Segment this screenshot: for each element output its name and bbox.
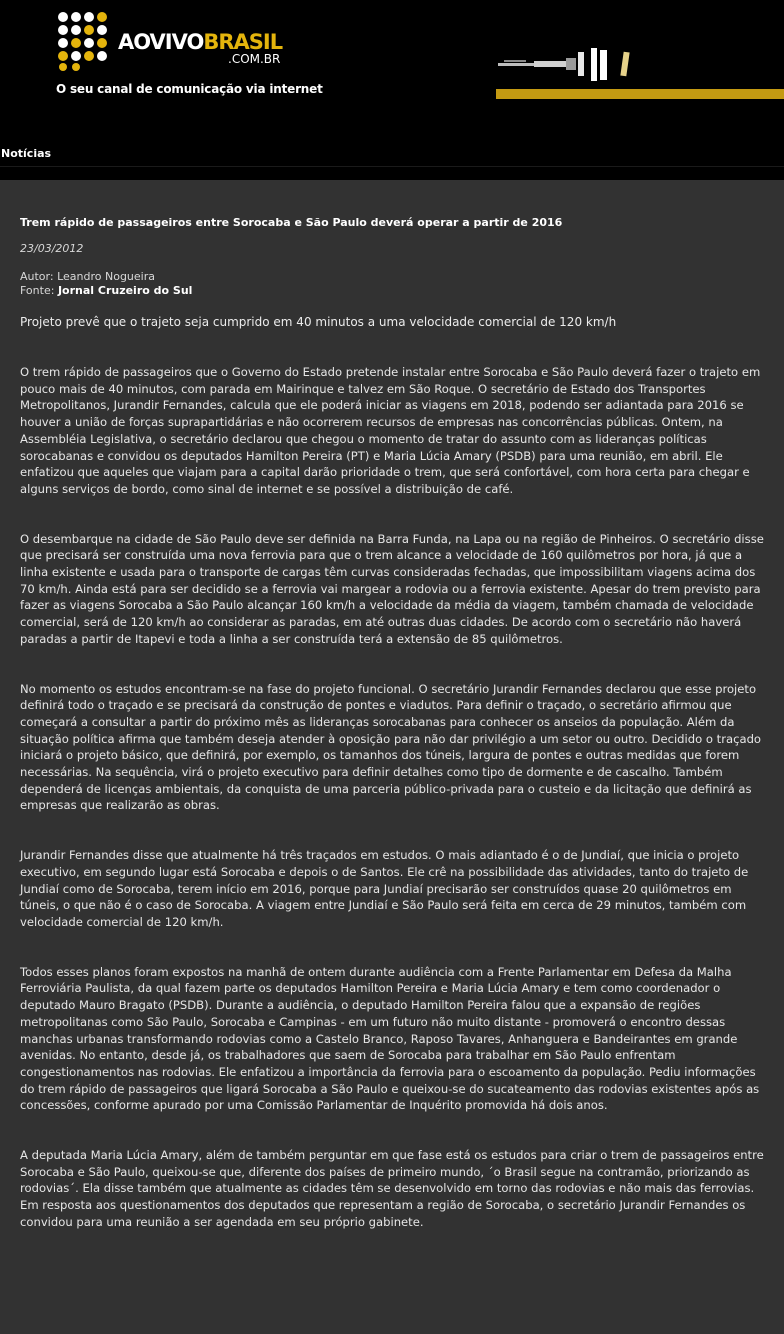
brand-name-part1: AOVIVO: [118, 30, 204, 54]
nav-noticias-link[interactable]: Notícias: [1, 147, 52, 160]
plug-icon: [496, 44, 636, 84]
article-paragraph-5: Todos esses planos foram expostos na manhã de ontem durante audiência com a Frente Parlamentar em Defesa da Malha Ferroviária Paulista, da qual fazem parte os deputados Hamilton Pereira e Maria Lúcia Amary e tem como coordenador o deputado Mauro Bragato (PSDB). Durante a audiência, o deputado Hamilton Pereira falou que a expansão de regiões metropolitanas como São Paulo, Sorocaba e Campinas - em um futuro não muito distante - promoverá o encontro dessas manchas urbanas transformando rodovias como a Castelo Branco, Raposo Tavares, Anhanguera e Bandeirantes em grande avenidas. No entanto, desde já, os trabalhadores que saem de Sorocaba para trabalhar em São Paulo enfrentam congestionamentos nas rodovias. Ele enfatizou a importância da ferrovia para o escoamento da população. Pediu informações do trem rápido de passageiros que ligará Sorocaba a São Paulo e queixou-se do sucateamento das rodovias existentes após as concessões, conforme apurado por uma Comissão Parlamentar de Inquérito promovida há dois anos.: [20, 964, 760, 1113]
article: [20, 215, 766, 1231]
dot-grid-logo-icon[interactable]: [56, 10, 118, 72]
site-header: [0, 0, 784, 180]
article-paragraph-3: No momento os estudos encontram-se na fase do projeto funcional. O secretário Jurandir Fernandes declarou que esse projeto definirá todo o traçado e se precisará da construção de pontes e viadutos. Para definir o traçado, o secretário afirmou que começará a consultar a partir do próximo mês as lideranças sorocabanas para conhecer os anseios da população. Além da situação política afirma que também deseja atender à oposição para não dar privilégio a um setor ou outro. Decidido o traçado iniciará o projeto básico, que definirá, por exemplo, os tamanhos dos túneis, largura de pontes e outras medidas que forem necessárias. Na sequência, virá o projeto executivo para definir detalhes como tipo de dormente e de cascalho. Também dependerá de licenças ambientais, da conquista de uma parceria público-privada para o custeio e da licitação que definirá as empresas que realizarão as obras.: [20, 681, 762, 813]
article-meta: [20, 270, 766, 298]
header-accent-bar: [496, 89, 784, 99]
article-paragraph-6: A deputada Maria Lúcia Amary, além de também perguntar em que fase está os estudos para criar o trem de passageiros entre Sorocaba e São Paulo, queixou-se que, diferente dos países de primeiro mundo, ´o Brasil segue na contramão, priorizando as rodovias´. Ela disse também que atualmente as cidades têm se desenvolvido em torno das rodovias e não mais das ferrovias. Em resposta aos questionamentos dos deputados que representam a região de Sorocaba, o secretário Jurandir Fernandes os convidou para uma reunião a ser agendada em seu próprio gabinete.: [20, 1148, 764, 1229]
source-name: Jornal Cruzeiro do Sul: [57, 284, 193, 297]
article-lead: Projeto prevê que o trajeto seja cumprido em 40 minutos a uma velocidade comercial de 120 km/h: [20, 315, 617, 329]
author-label: Autor:: [20, 270, 54, 283]
source-line: [20, 284, 766, 298]
article-paragraph-4: Jurandir Fernandes disse que atualmente há três traçados em estudos. O mais adiantado é o de Jundiaí, que inicia o projeto executivo, em segundo lugar está Sorocaba e depois o de Santos. Ele crê na possibilidade das atividades, tanto do trajeto de Jundiaí como de Sorocaba, terem início em 2016, porque para Jundiaí precisarão ser construídos quase 20 quilômetros em túneis, o que não é o caso de Sorocaba. A viagem entre Jundiaí e São Paulo será feita em cerca de 29 minutos, também com velocidade comercial de 120 km/h.: [20, 848, 749, 929]
author-line: [20, 270, 766, 284]
brand-domain: .COM.BR: [228, 52, 281, 66]
brand-wordmark[interactable]: [118, 30, 282, 54]
article-paragraph-2: O desembarque na cidade de São Paulo deve ser definida na Barra Funda, na Lapa ou na região de Pinheiros. O secretário disse que precisará ser construída uma nova ferrovia para que o trem alcance a velocidade de 160 quilômetros por hora, já que a linha existente e usada para o transporte de cargas têm curvas consideradas fechadas, que impossibilitam viagens acima dos 70 km/h. Ainda está para ser decidido se a ferrovia vai margear a rodovia ou a ferrovia existente. Apesar do trem previsto para fazer as viagens Sorocaba a São Paulo alcançar 160 km/h a velocidade da média da viagem, também chamada de velocidade comercial, será de 120 km/h ao considerar as paradas, em até outras duas cidades. De acordo com o secretário não haverá paradas a partir de Itapevi e toda a linha a ser construída terá a extensão de 85 quilômetros.: [20, 531, 764, 646]
source-label: Fonte:: [20, 284, 55, 297]
brand-name-part2: BRASIL: [203, 30, 283, 54]
author-name: Leandro Nogueira: [57, 270, 155, 283]
article-title: Trem rápido de passageiros entre Sorocaba e São Paulo deverá operar a partir de 2016: [20, 216, 563, 229]
header-divider: [0, 166, 784, 167]
brand-tagline: O seu canal de comunicação via internet: [56, 82, 323, 96]
article-date: 23/03/2012: [20, 242, 84, 255]
article-paragraph-1: O trem rápido de passageiros que o Governo do Estado pretende instalar entre Sorocaba e São Paulo deverá fazer o trajeto em pouco mais de 40 minutos, com parada em Mairinque e talvez em São Roque. O secretário de Estado dos Transportes Metropolitanos, Jurandir Fernandes, calcula que ele poderá iniciar as viagens em 2018, podendo ser adiantada para 2016 se houver a união de forças suprapartidárias e não ocorrerem recursos de empresas nas concorrências públicas. Ontem, na Assembléia Legislativa, o secretário declarou que chegou o momento de tratar do assunto com as lideranças políticas sorocabanas e convidou os deputados Hamilton Pereira (PT) e Maria Lúcia Amary (PSDB) para uma reunião, em abril. Ele enfatizou que aqueles que viajam para a capital darão prioridade o trem, que será confortável, com hora certa para chegar e alguns serviços de bordo, como sinal de internet e se possível a distribuição de café.: [20, 365, 761, 496]
